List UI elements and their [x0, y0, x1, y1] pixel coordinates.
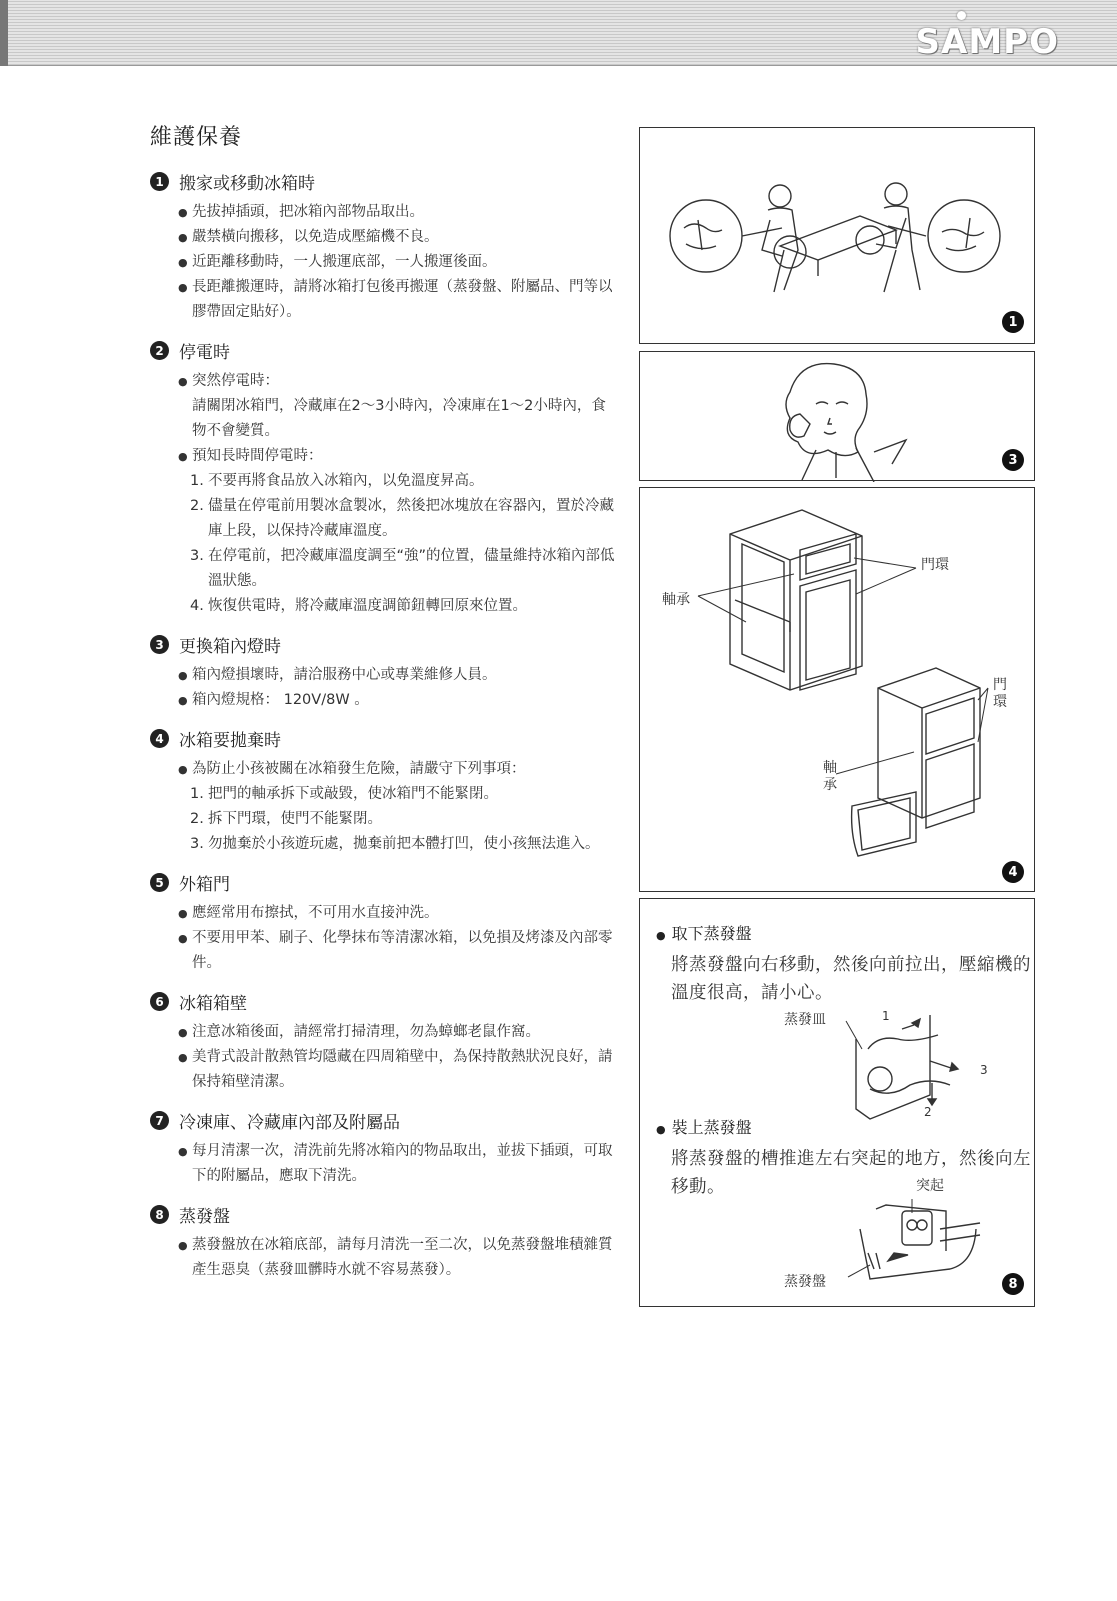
paragraph: 請關閉冰箱門，冷藏庫在2～3小時內，冷凍庫在1～2小時內，食物不會變質。 — [192, 398, 606, 439]
numbered-item: 1. 不要再將食品放入冰箱內，以免溫度昇高。 — [190, 473, 484, 489]
moving-illustration — [640, 128, 1036, 345]
step-label-1: 1 — [882, 1009, 890, 1023]
step-label-3: 3 — [980, 1063, 988, 1077]
numbered-item: 2. 儘量在停電前用製冰盒製冰，然後把冰塊放在容器內，置於冷藏庫上段，以保持冷藏庫溫度。 — [190, 498, 614, 539]
bump-label: 突起 — [916, 1178, 944, 1194]
numbered-item: 4. 恢復供電時，將冷藏庫溫度調節鈕轉回原來位置。 — [190, 598, 527, 614]
section-number: 4 — [150, 729, 169, 748]
section-number: 8 — [150, 1205, 169, 1224]
list-item: ● 美背式設計散熱管均隱藏在四周箱壁中，為保持散熱狀況良好，請保持箱壁清潔。 — [178, 1045, 620, 1095]
install-pan-text: 將蒸發盤的槽推進左右突起的地方，然後向左移動。 — [671, 1149, 1031, 1197]
numbered-item-text: 勿拋棄於小孩遊玩處，拋棄前把本體打凹，使小孩無法進入。 — [208, 836, 600, 852]
numbered-item-text: 把門的軸承拆下或敲毀，使冰箱門不能緊閉。 — [208, 786, 498, 802]
section-title: 冷凍庫、冷藏庫內部及附屬品 — [179, 1113, 400, 1133]
numbered-item-text: 拆下門環，使門不能緊閉。 — [208, 811, 382, 827]
section-number: 6 — [150, 992, 169, 1011]
section-heading — [150, 632, 620, 657]
section-heading — [150, 989, 620, 1014]
header-band — [0, 0, 1117, 66]
maintenance-content — [150, 120, 620, 1296]
numbered-item: 2. 拆下門環，使門不能緊閉。 — [190, 811, 382, 827]
install-pan-heading: ● 裝上蒸發盤 — [656, 1115, 752, 1138]
list-item: ● 箱內燈損壞時，請洽服務中心或專業維修人員。 — [178, 663, 620, 688]
numbered-item-text: 儘量在停電前用製冰盒製冰，然後把冰塊放在容器內，置於冷藏庫上段，以保持冷藏庫溫度。 — [208, 498, 614, 539]
list-item: ● 嚴禁橫向搬移，以免造成壓縮機不良。 — [178, 225, 620, 250]
section-heading — [150, 870, 620, 895]
section-evaporator — [150, 1202, 620, 1283]
figure-badge: 8 — [1002, 1273, 1024, 1295]
section-title: 搬家或移動冰箱時 — [179, 174, 315, 194]
section-number: 3 — [150, 635, 169, 654]
section-disposal — [150, 726, 620, 857]
section-number: 2 — [150, 341, 169, 360]
section-power-outage — [150, 338, 620, 619]
brand-logo: SAMPO — [915, 22, 1059, 62]
list-item: ● 預知長時間停電時： — [178, 444, 620, 469]
numbered-item-text: 不要再將食品放入冰箱內，以免溫度昇高。 — [208, 473, 484, 489]
section-lamp — [150, 632, 620, 713]
section-title: 停電時 — [179, 343, 230, 363]
remove-pan-text: 將蒸發盤向右移動，然後向前拉出，壓縮機的溫度很高，請小心。 — [671, 955, 1031, 1003]
figure-badge: 3 — [1002, 449, 1024, 471]
remove-pan-heading: ● 取下蒸發盤 — [656, 921, 752, 944]
phone-call-illustration — [640, 352, 1036, 482]
section-title: 蒸發盤 — [179, 1207, 230, 1227]
list-item: ● 箱內燈規格： 120V/8W 。 — [178, 688, 620, 713]
figure-evaporator — [639, 898, 1035, 1307]
section-heading — [150, 726, 620, 751]
section-heading — [150, 1202, 620, 1227]
list-item: ● 每月清潔一次，清洗前先將冰箱內的物品取出，並拔下插頭，可取下的附屬品，應取下清洗。 — [178, 1139, 620, 1189]
door-ring-label: 門環 — [921, 557, 949, 573]
page-title: 維護保養 — [150, 125, 243, 150]
list-item: ● 突然停電時： — [178, 369, 620, 394]
list-item: ● 長距離搬運時，請將冰箱打包後再搬運（蒸發盤、附屬品、門等以膠帶固定貼好）。 — [178, 275, 620, 325]
hinge-label: 軸承 — [823, 760, 837, 793]
section-number: 1 — [150, 172, 169, 191]
section-heading — [150, 338, 620, 363]
list-item: ● 注意冰箱後面，請經常打掃清理，勿為蟑螂老鼠作窩。 — [178, 1020, 620, 1045]
figure-moving — [639, 127, 1035, 344]
numbered-item: 3. 勿拋棄於小孩遊玩處，拋棄前把本體打凹，使小孩無法進入。 — [190, 836, 600, 852]
section-interior — [150, 1108, 620, 1189]
header-edge — [0, 0, 8, 66]
section-heading — [150, 169, 620, 194]
numbered-item-text: 恢復供電時，將冷藏庫溫度調節鈕轉回原來位置。 — [208, 598, 527, 614]
figure-badge: 1 — [1002, 311, 1024, 333]
list-item: ● 近距離移動時，一人搬運底部，一人搬運後面。 — [178, 250, 620, 275]
section-title: 更換箱內燈時 — [179, 637, 281, 657]
numbered-item-text: 在停電前，把冷藏庫溫度調至“強”的位置，儘量維持冰箱內部低溫狀態。 — [208, 548, 615, 589]
figure-disposal — [639, 487, 1035, 892]
list-item: ● 先拔掉插頭，把冰箱內部物品取出。 — [178, 200, 620, 225]
section-title: 冰箱箱壁 — [179, 994, 247, 1014]
figure-badge: 4 — [1002, 861, 1024, 883]
evaporator-pan-label: 蒸發盤 — [784, 1274, 826, 1290]
section-heading — [150, 1108, 620, 1133]
list-item: ● 為防止小孩被關在冰箱發生危險，請嚴守下列事項： — [178, 757, 620, 782]
refrigerator-diagram — [640, 488, 1036, 893]
figure-lamp — [639, 351, 1035, 481]
section-number: 7 — [150, 1111, 169, 1130]
section-title: 外箱門 — [179, 875, 230, 895]
section-walls — [150, 989, 620, 1095]
step-label-2: 2 — [924, 1105, 932, 1119]
list-item: ● 應經常用布擦拭，不可用水直接沖洗。 — [178, 901, 620, 926]
section-moving — [150, 169, 620, 325]
hinge-label: 軸承 — [662, 592, 690, 608]
list-item: ● 蒸發盤放在冰箱底部，請每月清洗一至二次，以免蒸發盤堆積雜質產生惡臭（蒸發皿髒時水就不容易蒸發）。 — [178, 1233, 620, 1283]
section-exterior — [150, 870, 620, 976]
door-ring-label: 門環 — [993, 677, 1007, 710]
list-item: ● 不要用甲苯、刷子、化學抹布等清潔冰箱，以免損及烤漆及內部零件。 — [178, 926, 620, 976]
section-number: 5 — [150, 873, 169, 892]
numbered-item: 1. 把門的軸承拆下或敲毀，使冰箱門不能緊閉。 — [190, 786, 498, 802]
section-title: 冰箱要拋棄時 — [179, 731, 281, 751]
numbered-item: 3. 在停電前，把冷藏庫溫度調至“強”的位置，儘量維持冰箱內部低溫狀態。 — [190, 548, 615, 589]
evaporating-dish-label: 蒸發皿 — [784, 1012, 826, 1028]
brand-dot — [957, 11, 966, 20]
